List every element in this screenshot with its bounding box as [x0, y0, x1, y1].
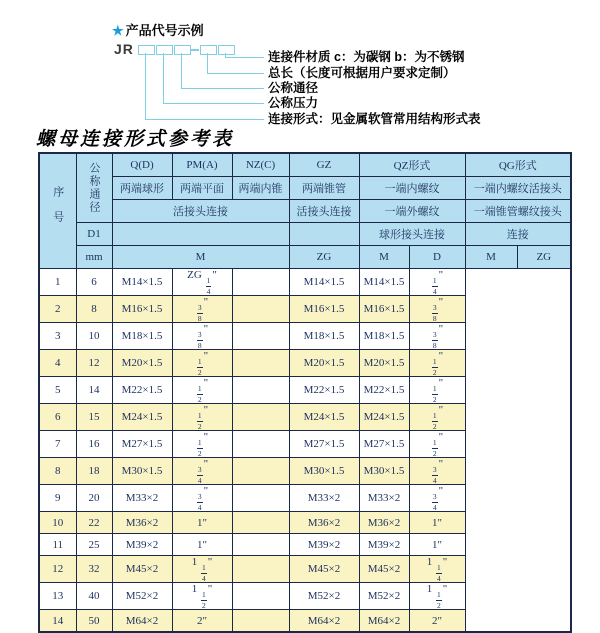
header-gz-unit: ZG	[289, 246, 359, 269]
cell-qg-zg: 2"	[409, 610, 465, 633]
cell-m: M14×1.5	[112, 269, 172, 296]
cell-no: 1	[39, 269, 76, 296]
header-gz-conn: 活接头连接	[289, 200, 359, 223]
cell-qg-zg: $\frac{3}{8}$ "	[409, 296, 465, 323]
cell-dn: 14	[76, 377, 112, 404]
cell-qz-d: M18×1.5	[289, 323, 359, 350]
cell-qz-m	[232, 512, 289, 534]
header-qg-conn: 连接	[465, 223, 571, 246]
cell-m: M24×1.5	[112, 404, 172, 431]
cell-qg-zg: $\frac{3}{4}$ "	[409, 458, 465, 485]
table-row	[39, 350, 571, 377]
cell-qz-m	[232, 583, 289, 610]
table-row	[39, 377, 571, 404]
cell-gz: $\frac{1}{2}$ "	[172, 431, 232, 458]
header-d1: D1	[76, 223, 112, 246]
cell-qz-d: M27×1.5	[289, 431, 359, 458]
cell-qz-d: M20×1.5	[289, 350, 359, 377]
diagram-title	[112, 20, 204, 39]
cell-dn: 25	[76, 534, 112, 556]
cell-qg-m: M52×2	[359, 583, 409, 610]
table-row	[39, 534, 571, 556]
header-col-q: Q(D)	[112, 153, 172, 177]
cell-qz-d: M64×2	[289, 610, 359, 633]
table-row	[39, 296, 571, 323]
label-nominal-pressure: 公称压力	[268, 96, 319, 110]
nut-connection-table	[38, 152, 572, 633]
code-box-5	[218, 45, 235, 55]
cell-no: 2	[39, 296, 76, 323]
header-nominal-diameter: 公称通径	[76, 153, 112, 223]
table-row	[39, 269, 571, 296]
cell-qz-d: M39×2	[289, 534, 359, 556]
cell-qg-m: M22×1.5	[359, 377, 409, 404]
cell-dn: 50	[76, 610, 112, 633]
header-qg-desc1: 一端内螺纹活接头	[465, 177, 571, 200]
cell-gz: 1 $\frac{1}{4}$ "	[172, 556, 232, 583]
cell-qz-d: M16×1.5	[289, 296, 359, 323]
cell-qg-m: M36×2	[359, 512, 409, 534]
cell-qg-zg: $\frac{1}{2}$ "	[409, 431, 465, 458]
cell-dn: 15	[76, 404, 112, 431]
label-material: 连接件材质 c：为碳钢 b：为不锈钢	[268, 50, 465, 64]
cell-qg-m: M30×1.5	[359, 458, 409, 485]
header-gz-desc: 两端锥管	[289, 177, 359, 200]
cell-dn: 40	[76, 583, 112, 610]
cell-gz: $\frac{1}{2}$ "	[172, 404, 232, 431]
cell-m: M39×2	[112, 534, 172, 556]
cell-no: 13	[39, 583, 76, 610]
cell-qz-d: M30×1.5	[289, 458, 359, 485]
connector-line	[207, 53, 208, 73]
cell-gz: $\frac{3}{8}$ "	[172, 323, 232, 350]
connector-line	[207, 73, 264, 74]
cell-dn: 6	[76, 269, 112, 296]
connector-line	[181, 53, 182, 88]
cell-qz-m	[232, 404, 289, 431]
cell-qz-d: M52×2	[289, 583, 359, 610]
header-q-desc: 两端球形	[112, 177, 172, 200]
cell-gz: 1"	[172, 512, 232, 534]
header-pm-desc: 两端平面	[172, 177, 232, 200]
cell-no: 7	[39, 431, 76, 458]
cell-qz-m	[232, 377, 289, 404]
cell-no: 14	[39, 610, 76, 633]
header-blank-gz	[289, 223, 359, 246]
header-qz-conn: 球形接头连接	[359, 223, 465, 246]
cell-no: 4	[39, 350, 76, 377]
cell-m: M18×1.5	[112, 323, 172, 350]
connector-line	[145, 53, 146, 119]
header-qz-m: M	[359, 246, 409, 269]
cell-qg-zg: 1 $\frac{1}{4}$ "	[409, 556, 465, 583]
cell-qz-m	[232, 431, 289, 458]
table-row	[39, 323, 571, 350]
connector-line	[225, 57, 264, 58]
label-total-length: 总长（长度可根据用户要求定制）	[268, 66, 456, 80]
cell-qz-d: M22×1.5	[289, 377, 359, 404]
label-connection-form: 连接形式：见金属软管常用结构形式表	[268, 112, 481, 126]
cell-gz: $\frac{3}{4}$ "	[172, 458, 232, 485]
table-row	[39, 583, 571, 610]
cell-qg-m: M14×1.5	[359, 269, 409, 296]
cell-no: 3	[39, 323, 76, 350]
label-nominal-diameter: 公称通径	[268, 81, 319, 95]
cell-m: M52×2	[112, 583, 172, 610]
header-blank-left	[112, 223, 289, 246]
cell-qg-zg: 1"	[409, 534, 465, 556]
header-col-gz: GZ	[289, 153, 359, 177]
cell-qg-m: M18×1.5	[359, 323, 409, 350]
cell-no: 6	[39, 404, 76, 431]
header-left-conn: 活接头连接	[112, 200, 289, 223]
cell-qg-zg: 1 $\frac{1}{2}$ "	[409, 583, 465, 610]
cell-qg-zg: $\frac{1}{2}$ "	[409, 404, 465, 431]
cell-qg-zg: $\frac{1}{4}$ "	[409, 269, 465, 296]
cell-no: 11	[39, 534, 76, 556]
cell-dn: 22	[76, 512, 112, 534]
cell-qz-m	[232, 485, 289, 512]
cell-dn: 12	[76, 350, 112, 377]
cell-m: M45×2	[112, 556, 172, 583]
cell-gz: $\frac{3}{8}$ "	[172, 296, 232, 323]
header-m-span: M	[112, 246, 289, 269]
cell-qz-d: M14×1.5	[289, 269, 359, 296]
cell-qz-d: M33×2	[289, 485, 359, 512]
star-icon: ★	[112, 23, 124, 38]
header-col-nz: NZ(C)	[232, 153, 289, 177]
cell-qz-d: M36×2	[289, 512, 359, 534]
cell-gz: 2"	[172, 610, 232, 633]
cell-no: 10	[39, 512, 76, 534]
cell-qz-m	[232, 610, 289, 633]
table-row	[39, 404, 571, 431]
table-header	[39, 153, 571, 269]
cell-qg-zg: 1"	[409, 512, 465, 534]
cell-m: M64×2	[112, 610, 172, 633]
cell-dn: 10	[76, 323, 112, 350]
connector-line	[145, 119, 264, 120]
cell-qg-zg: $\frac{1}{2}$ "	[409, 350, 465, 377]
header-col-qz: QZ形式	[359, 153, 465, 177]
cell-qz-m	[232, 323, 289, 350]
cell-qz-m	[232, 296, 289, 323]
header-col-pm: PM(A)	[172, 153, 232, 177]
cell-qz-m	[232, 269, 289, 296]
code-box-3	[174, 45, 191, 55]
cell-gz: 1"	[172, 534, 232, 556]
cell-dn: 8	[76, 296, 112, 323]
header-nz-desc: 两端内锥	[232, 177, 289, 200]
cell-gz: ZG $\frac{1}{4}$ "	[172, 269, 232, 296]
cell-dn: 16	[76, 431, 112, 458]
cell-m: M27×1.5	[112, 431, 172, 458]
cell-gz: $\frac{1}{2}$ "	[172, 350, 232, 377]
cell-qz-d: M45×2	[289, 556, 359, 583]
cell-gz: $\frac{1}{2}$ "	[172, 377, 232, 404]
cell-qg-m: M16×1.5	[359, 296, 409, 323]
cell-qg-m: M64×2	[359, 610, 409, 633]
header-qz-desc1: 一端内螺纹	[359, 177, 465, 200]
cell-no: 9	[39, 485, 76, 512]
table-row	[39, 458, 571, 485]
code-box-1	[138, 45, 155, 55]
table-body	[39, 269, 571, 633]
table-row	[39, 556, 571, 583]
cell-qz-m	[232, 534, 289, 556]
cell-qg-zg: $\frac{1}{2}$ "	[409, 377, 465, 404]
header-col-qg: QG形式	[465, 153, 571, 177]
table-row	[39, 431, 571, 458]
cell-m: M30×1.5	[112, 458, 172, 485]
cell-m: M36×2	[112, 512, 172, 534]
cell-dn: 18	[76, 458, 112, 485]
cell-dn: 32	[76, 556, 112, 583]
connector-line	[163, 103, 264, 104]
cell-no: 8	[39, 458, 76, 485]
cell-qz-m	[232, 350, 289, 377]
cell-gz: 1 $\frac{1}{2}$ "	[172, 583, 232, 610]
cell-qg-m: M27×1.5	[359, 431, 409, 458]
table-row	[39, 512, 571, 534]
code-box-2	[156, 45, 173, 55]
cell-qg-m: M33×2	[359, 485, 409, 512]
cell-m: M20×1.5	[112, 350, 172, 377]
header-qg-m: M	[465, 246, 517, 269]
header-mm: mm	[76, 246, 112, 269]
cell-gz: $\frac{3}{4}$ "	[172, 485, 232, 512]
cell-qz-d: M24×1.5	[289, 404, 359, 431]
cell-qg-m: M20×1.5	[359, 350, 409, 377]
cell-qz-m	[232, 458, 289, 485]
header-qz-desc2: 一端外螺纹	[359, 200, 465, 223]
table-row	[39, 485, 571, 512]
cell-m: M22×1.5	[112, 377, 172, 404]
connector-line	[163, 53, 164, 103]
header-qg-zg: ZG	[517, 246, 571, 269]
cell-qg-m: M45×2	[359, 556, 409, 583]
table-title: 螺母连接形式参考表	[36, 129, 235, 150]
header-seq: 序号	[39, 153, 76, 269]
cell-dn: 20	[76, 485, 112, 512]
cell-qg-m: M39×2	[359, 534, 409, 556]
code-prefix: JR	[114, 41, 134, 57]
diagram-title-text: 产品代号示例	[125, 23, 204, 38]
header-qz-d: D	[409, 246, 465, 269]
code-dash	[191, 49, 199, 51]
connector-line	[181, 88, 264, 89]
cell-qg-m: M24×1.5	[359, 404, 409, 431]
cell-m: M16×1.5	[112, 296, 172, 323]
table-row	[39, 610, 571, 633]
cell-m: M33×2	[112, 485, 172, 512]
code-box-4	[200, 45, 217, 55]
cell-no: 5	[39, 377, 76, 404]
header-qg-desc2: 一端锥管螺纹接头	[465, 200, 571, 223]
cell-no: 12	[39, 556, 76, 583]
cell-qg-zg: $\frac{3}{8}$ "	[409, 323, 465, 350]
cell-qg-zg: $\frac{3}{4}$ "	[409, 485, 465, 512]
cell-qz-m	[232, 556, 289, 583]
